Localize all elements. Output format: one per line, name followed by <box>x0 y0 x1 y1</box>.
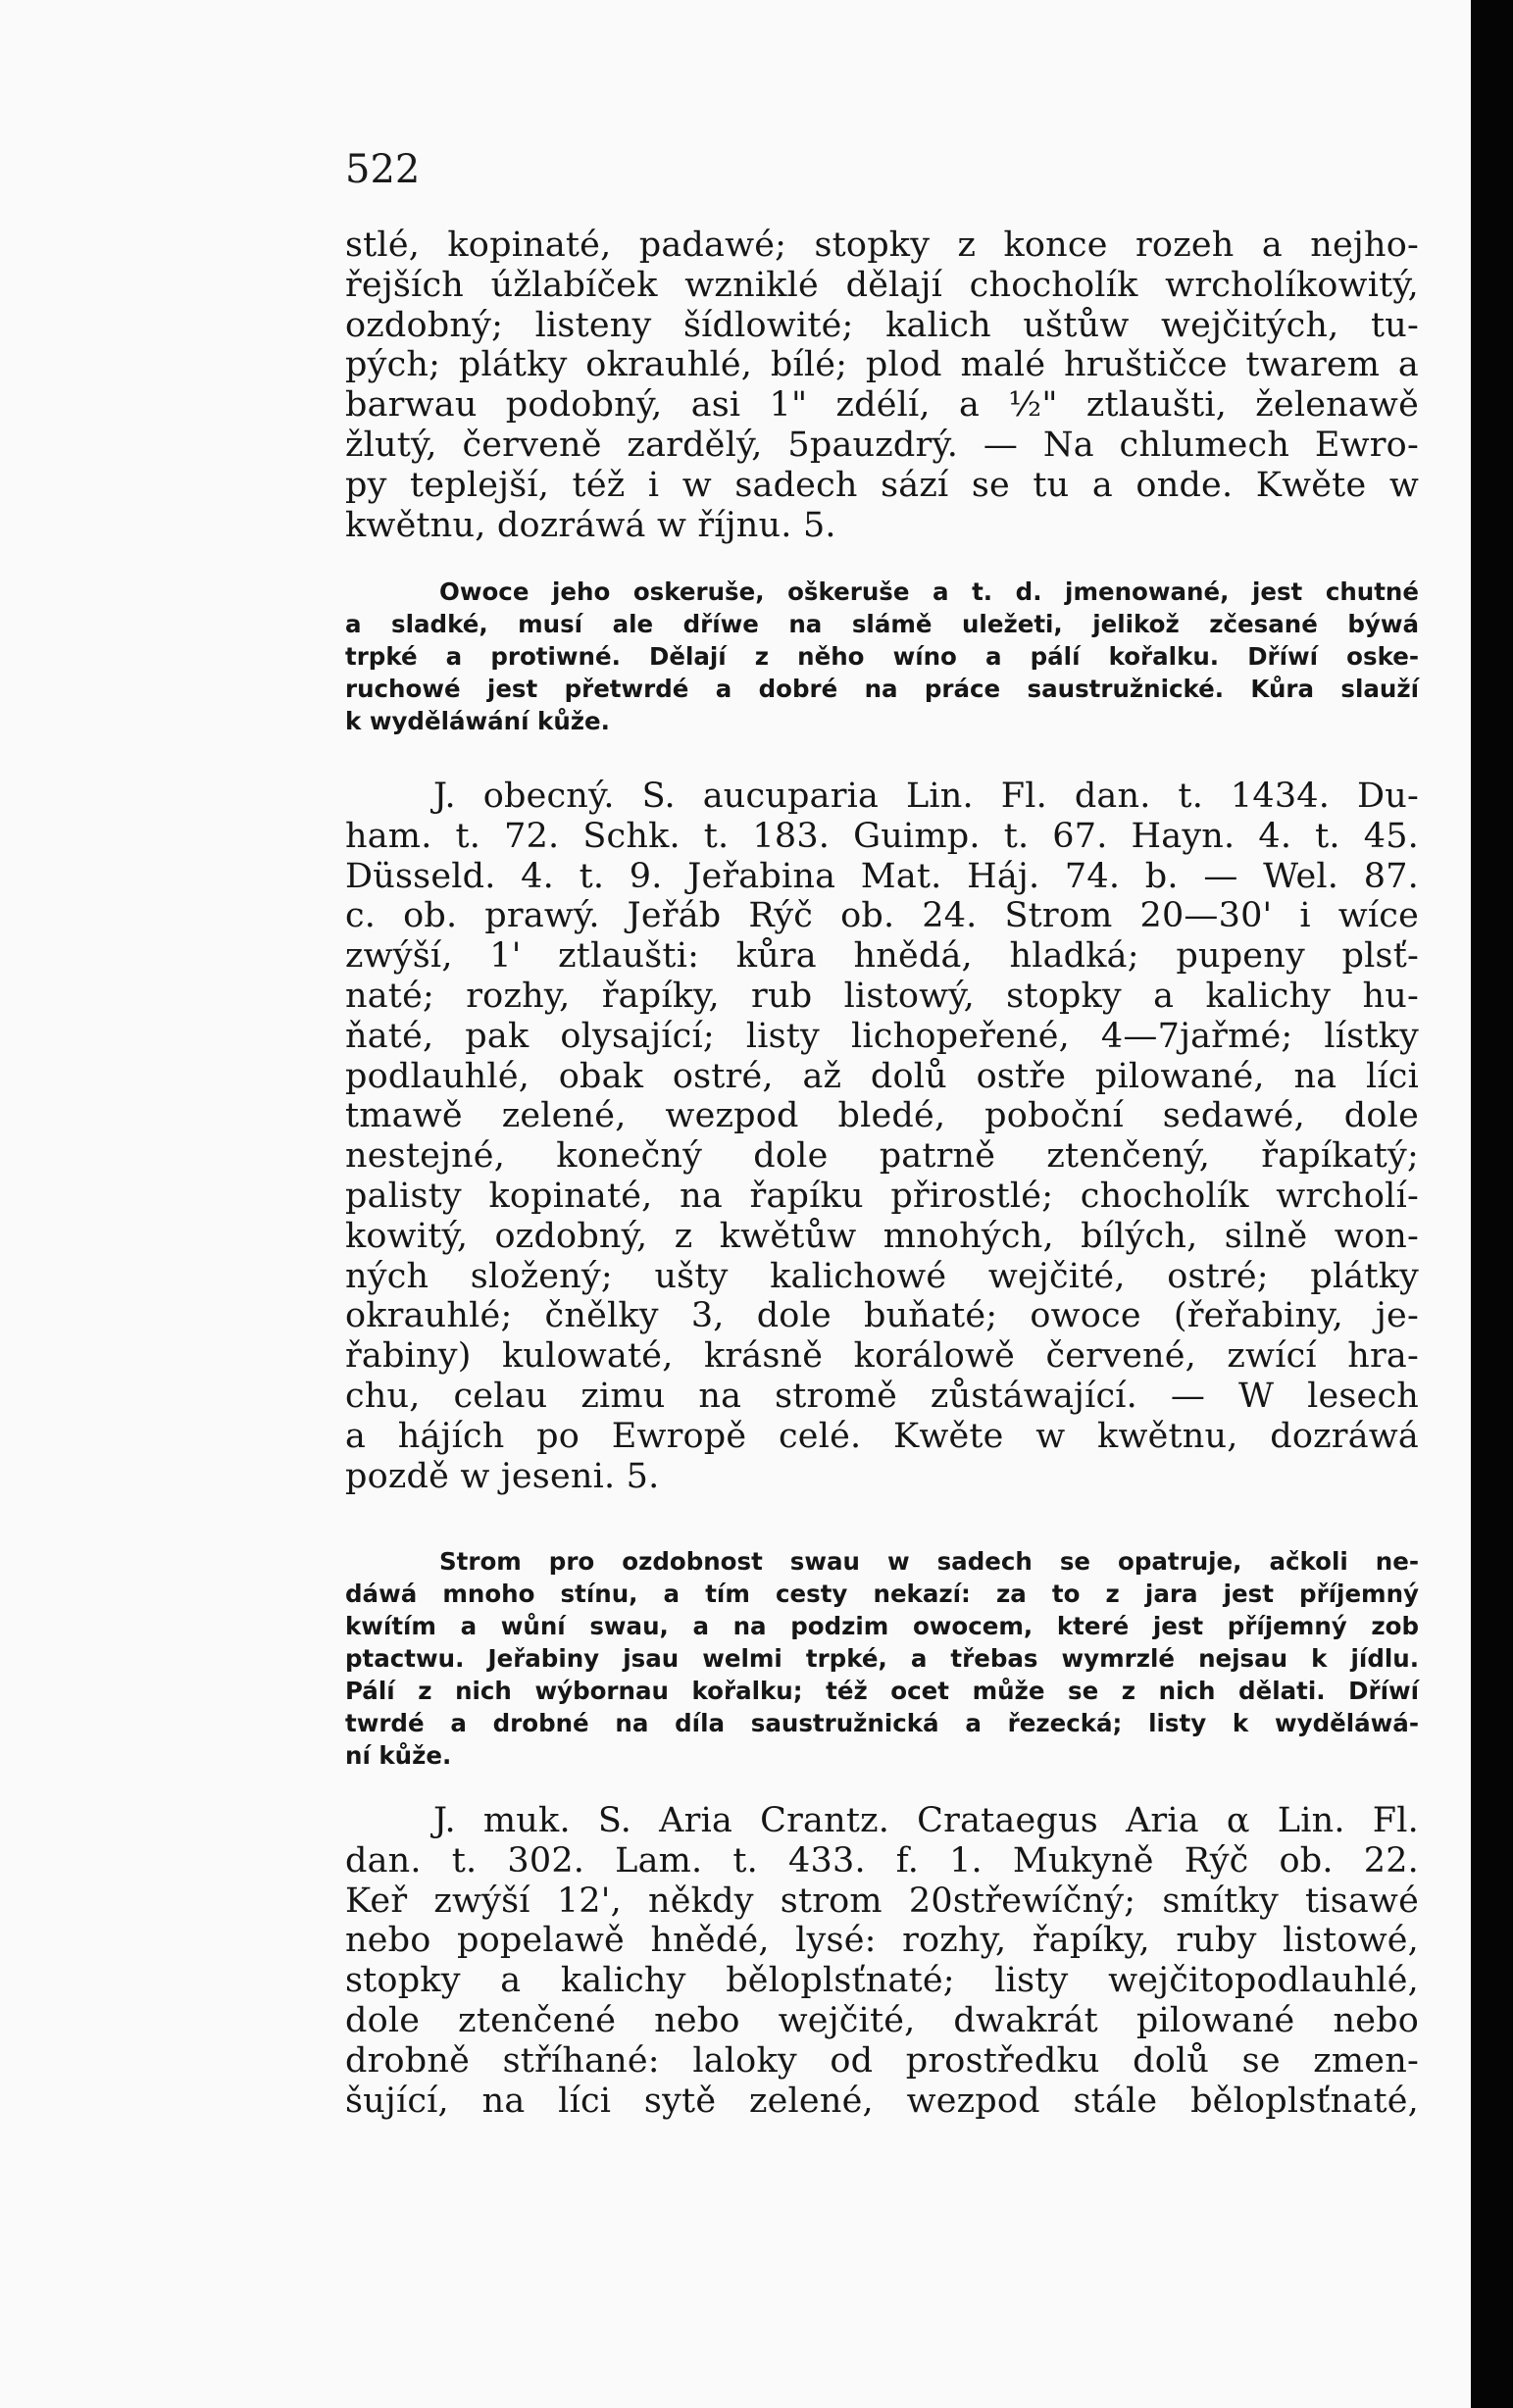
note-line: Pálí z nich wýbornau kořalku; též ocet může se z nich dělati. Dříwí <box>345 1677 1419 1705</box>
text-line: dan. t. 302. Lam. t. 433. f. 1. Mukyně Rýč ob. 22. <box>345 1840 1419 1881</box>
note-line: Owoce jeho oskeruše, oškeruše a t. d. jmenowané, jest chutné <box>439 577 1419 606</box>
text-line: barwau podobný, asi 1" zdélí, a ½" ztlaušti, želenawě <box>345 385 1419 426</box>
text-line: stlé, kopinaté, padawé; stopky z konce rozeh a nejho- <box>345 226 1419 265</box>
text-line: zwýší, 1' ztlaušti: kůra hnědá, hladká; pupeny plsť- <box>345 936 1419 977</box>
text-line: ňaté, pak olysající; listy lichopeřené, 4—7jařmé; lístky <box>345 1016 1419 1056</box>
text-line: chu, celau zimu na stromě zůstáwající. — W lesech <box>345 1376 1419 1416</box>
text-line: Keř zwýší 12', někdy strom 20střewíčný; smítky tisawé <box>345 1881 1419 1921</box>
text-line: ozdobný; listeny šídlowité; kalich uštůw wejčitých, tu- <box>345 305 1419 345</box>
note-2 <box>345 1545 1419 1772</box>
text-line: drobně stříhané: laloky od prostředku dolů se zmen- <box>345 2040 1419 2081</box>
note-line: trpké a protiwné. Dělají z něho wíno a pálí kořalku. Dříwí oske- <box>345 642 1419 671</box>
text-line: ných složený; ušty kalichowé wejčité, ostré; plátky <box>345 1256 1419 1296</box>
text-line: řejších úžlabíček wzniklé dělají chocholík wrcholíkowitý, <box>345 265 1419 305</box>
text-line: pozdě w jeseni. 5. <box>345 1456 660 1496</box>
text-line: kowitý, ozdobný, z kwětůw mnohých, bílých, silně won- <box>345 1216 1419 1256</box>
paragraph-2 <box>345 777 1419 1496</box>
text-line: py teplejší, též i w sadech sází se tu a onde. Kwěte w <box>345 465 1419 505</box>
text-line: naté; rozhy, řapíky, rub listowý, stopky a kalichy hu- <box>345 976 1419 1016</box>
text-line: J. muk. S. Aria Crantz. Crataegus Aria α Lin. Fl. <box>433 1801 1419 1840</box>
text-line: tmawě zelené, wezpod bledé, poboční sedawé, dole <box>345 1096 1419 1136</box>
note-line: ptactwu. Jeřabiny jsau welmi trpké, a třebas wymrzlé nejsau k jídlu. <box>345 1644 1419 1673</box>
page-number: 522 <box>345 147 421 192</box>
text-line: a hájích po Ewropě celé. Kwěte w kwětnu, dozráwá <box>345 1416 1419 1456</box>
note-line: Strom pro ozdobnost swau w sadech se opatruje, ačkoli ne- <box>439 1547 1419 1576</box>
note-line: ní kůže. <box>345 1741 452 1770</box>
text-line: okrauhlé; čnělky 3, dole buňaté; owoce (řeřabiny, je- <box>345 1296 1419 1336</box>
text-line: řabiny) kulowaté, krásně korálowě červené, zwící hra- <box>345 1336 1419 1377</box>
text-line: ham. t. 72. Schk. t. 183. Guimp. t. 67. Hayn. 4. t. 45. <box>345 816 1419 856</box>
text-line: dole ztenčené nebo wejčité, dwakrát pilowané nebo <box>345 2000 1419 2040</box>
note-line: a sladké, musí ale dříwe na slámě uležeti, jelikož zčesané býwá <box>345 610 1419 638</box>
text-line: nebo popelawě hnědé, lysé: rozhy, řapíky, ruby listowé, <box>345 1921 1419 1961</box>
note-line: dáwá mnoho stínu, a tím cesty nekazí: za to z jara jest příjemný <box>345 1580 1419 1608</box>
text-line: J. obecný. S. aucuparia Lin. Fl. dan. t. 1434. Du- <box>433 777 1419 816</box>
note-1 <box>345 576 1419 737</box>
text-line: palisty kopinaté, na řapíku přirostlé; chocholík wrcholí- <box>345 1176 1419 1216</box>
text-line: žlutý, červeně zardělý, 5pauzdrý. — Na chlumech Ewro- <box>345 425 1419 465</box>
note-line: twrdé a drobné na díla saustružnická a řezecká; listy k wyděláwá- <box>345 1709 1419 1737</box>
note-line: ruchowé jest přetwrdé a dobré na práce saustružnické. Kůra slauží <box>345 675 1419 703</box>
note-line: k wyděláwání kůže. <box>345 707 610 735</box>
text-line: nestejné, konečný dole patrně ztenčený, řapíkatý; <box>345 1136 1419 1177</box>
text-line: šující, na líci sytě zelené, wezpod stále běloplsťnaté, <box>345 2081 1419 2121</box>
paragraph-3 <box>345 1801 1419 2121</box>
text-line: kwětnu, dozráwá w říjnu. 5. <box>345 505 836 545</box>
text-line: podlauhlé, obak ostré, až dolů ostře pilowané, na líci <box>345 1056 1419 1096</box>
note-line: kwítím a wůní swau, a na podzim owocem, které jest příjemný zob <box>345 1612 1419 1640</box>
text-line: pých; plátky okrauhlé, bílé; plod malé hruštičce twarem a <box>345 345 1419 385</box>
scan-border <box>1471 0 1513 2408</box>
text-line: Düsseld. 4. t. 9. Jeřabina Mat. Háj. 74. b. — Wel. 87. <box>345 856 1419 896</box>
text-line: stopky a kalichy běloplsťnaté; listy wejčitopodlauhlé, <box>345 1961 1419 2001</box>
paragraph-1 <box>345 226 1419 545</box>
text-line: c. ob. prawý. Jeřáb Rýč ob. 24. Strom 20—30' i wíce <box>345 896 1419 936</box>
